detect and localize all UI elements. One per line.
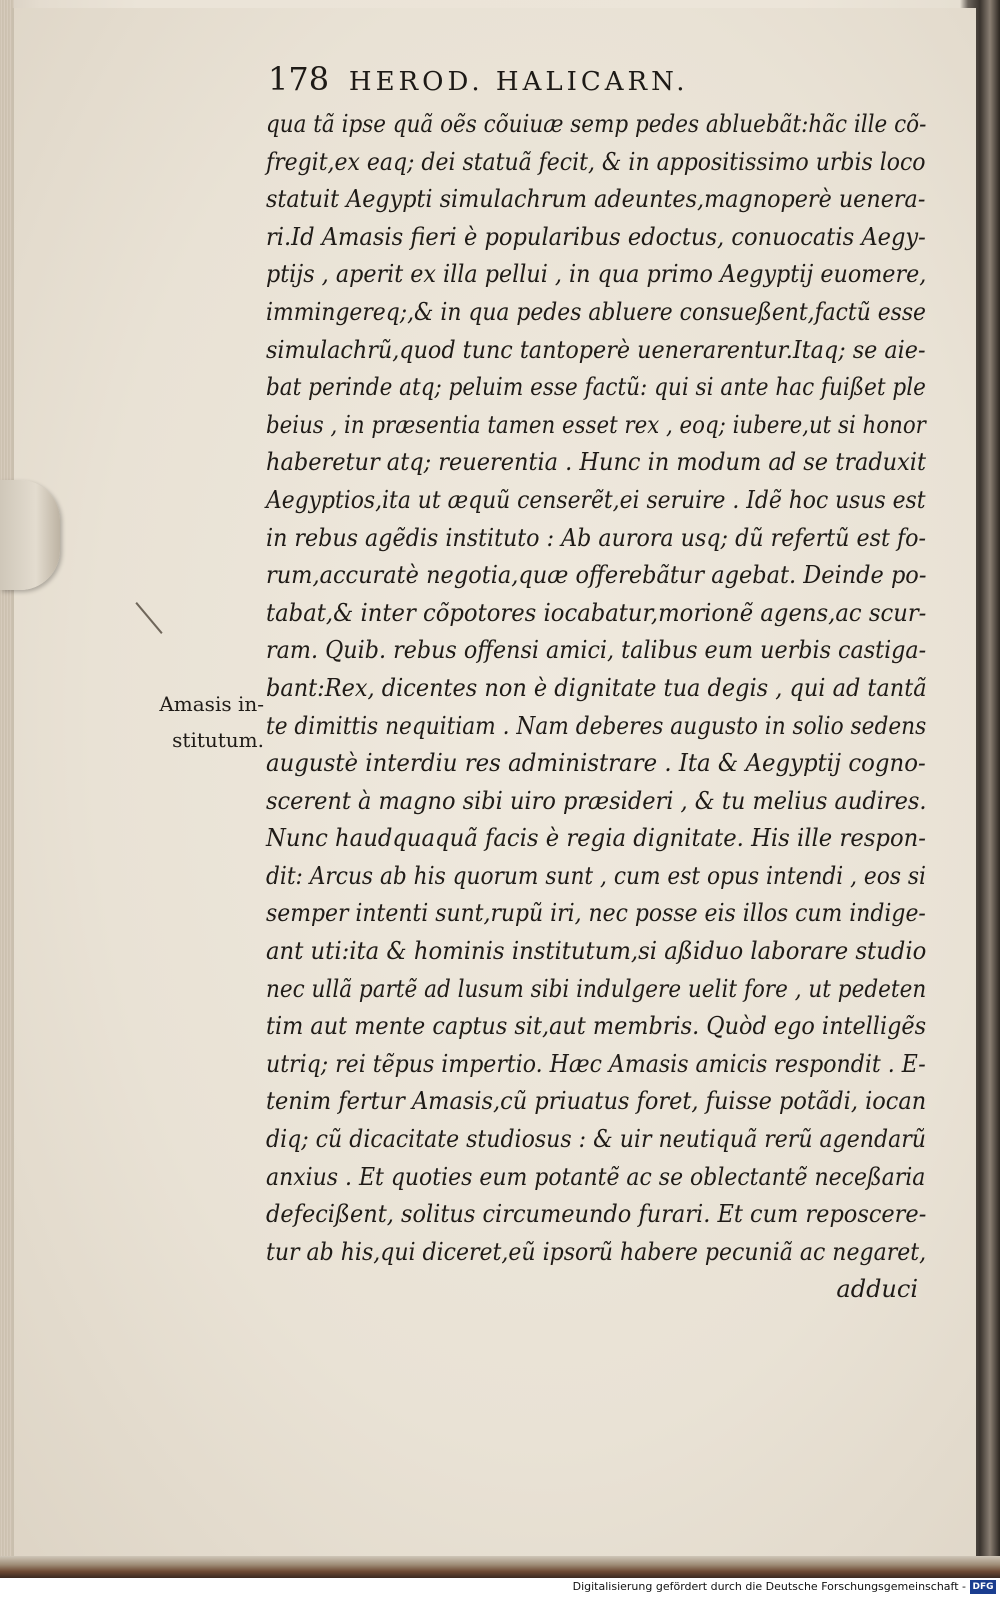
text-line: immingereq;,& in qua pedes abluere consueßent,factũ esse bbox=[266, 297, 926, 326]
text-line: defecißent, solitus circumeundo furari. Et cum reposcere- bbox=[266, 1200, 927, 1229]
text-line: beius , in præsentia tamen esset rex , eoq; iubere,ut si honor bbox=[266, 410, 926, 439]
text-line: tabat,& inter cõpotores iocabatur,morionẽ agens,ac scur- bbox=[266, 598, 927, 627]
text-line: te dimittis nequitiam . Nam deberes augusto in solio sedens bbox=[266, 711, 927, 740]
text-line: rum,accuratè negotia,quæ offerebãtur agebat. Deinde po- bbox=[266, 561, 927, 590]
page-number: 178 bbox=[268, 60, 330, 98]
text-line: anxius . Et quoties eum potantẽ ac se oblectantẽ neceßaria bbox=[266, 1162, 926, 1191]
marginal-note-line: Amasis in- bbox=[159, 692, 264, 716]
text-line: scerent à magno sibi uiro præsideri , & tu melius audires. bbox=[266, 786, 927, 815]
catchword: adduci bbox=[836, 1275, 918, 1304]
marginal-note bbox=[138, 686, 264, 758]
text-line: nec ullã partẽ ad lusum sibi indulgere uelit fore , ut pedeten bbox=[266, 974, 927, 1003]
text-line: haberetur atq; reuerentia . Hunc in modum ad se traduxit bbox=[266, 448, 926, 477]
marginal-note-line: stitutum. bbox=[172, 728, 264, 752]
text-line: Aegyptios,ita ut æquũ censerẽt,ei seruire . Idẽ hoc usus est bbox=[266, 485, 926, 514]
running-title: HEROD. HALICARN. bbox=[348, 67, 689, 97]
text-line: dit: Arcus ab his quorum sunt , cum est opus intendi , eos si bbox=[266, 861, 926, 890]
page-header bbox=[268, 60, 828, 98]
text-line: ant uti:ita & hominis institutum,si aßiduo laborare studio bbox=[266, 937, 927, 966]
text-line: ri.Id Amasis fieri è popularibus edoctus, conuocatis Aegy- bbox=[266, 222, 926, 251]
text-line: in rebus agẽdis instituto : Ab aurora usq; dũ refertũ est fo- bbox=[266, 523, 927, 552]
text-line: simulachrũ,quod tunc tantoperè uenerarentur.Itaq; se aie- bbox=[266, 335, 926, 364]
text-line: qua tã ipse quã oẽs cõuiuæ semp pedes abluebãt:hãc ille cõ- bbox=[266, 110, 927, 138]
text-line: bant:Rex, dicentes non è dignitate tua degis , qui ad tantã bbox=[266, 673, 927, 702]
text-line: tenim fertur Amasis,cũ priuatus foret, fuisse potãdi, iocan bbox=[266, 1087, 927, 1116]
text-line: utriq; rei tẽpus impertio. Hæc Amasis amicis respondit . E- bbox=[266, 1049, 926, 1078]
dfg-logo: DFG bbox=[970, 1580, 996, 1594]
text-line: statuit Aegypti simulachrum adeuntes,magnoperè uenera- bbox=[266, 185, 926, 214]
page-tab bbox=[0, 480, 60, 590]
text-line: bat perinde atq; peluim esse factũ: qui si ante hac fuißet ple bbox=[266, 373, 926, 402]
text-line: fregit,ex eaq; dei statuã fecit, & in appositissimo urbis loco bbox=[266, 147, 926, 176]
footer-credit: Digitalisierung gefördert durch die Deutsche Forschungsgemeinschaft - bbox=[572, 1580, 966, 1593]
book-bottom-edge bbox=[0, 1556, 1000, 1578]
text-line: Nunc haudquaquã facis è regia dignitate. His ille respon- bbox=[266, 824, 926, 853]
text-line: augustè interdiu res administrare . Ita & Aegyptij cogno- bbox=[266, 749, 926, 778]
text-line: semper intenti sunt,rupũ iri, nec posse eis illos cum indige- bbox=[266, 899, 926, 928]
text-line: tim aut mente captus sit,aut membris. Quòd ego intelligẽs bbox=[266, 1012, 927, 1041]
text-line: ram. Quib. rebus offensi amici, talibus eum uerbis castiga- bbox=[266, 636, 927, 665]
body-text bbox=[266, 106, 926, 1309]
text-line: tur ab his,qui diceret,eũ ipsorũ habere pecuniã ac negaret, bbox=[266, 1237, 927, 1266]
text-line: diq; cũ dicacitate studiosus : & uir neutiquã rerũ agendarũ bbox=[266, 1125, 926, 1154]
text-line: ptijs , aperit ex illa pellui , in qua primo Aegyptij euomere, bbox=[266, 260, 927, 289]
